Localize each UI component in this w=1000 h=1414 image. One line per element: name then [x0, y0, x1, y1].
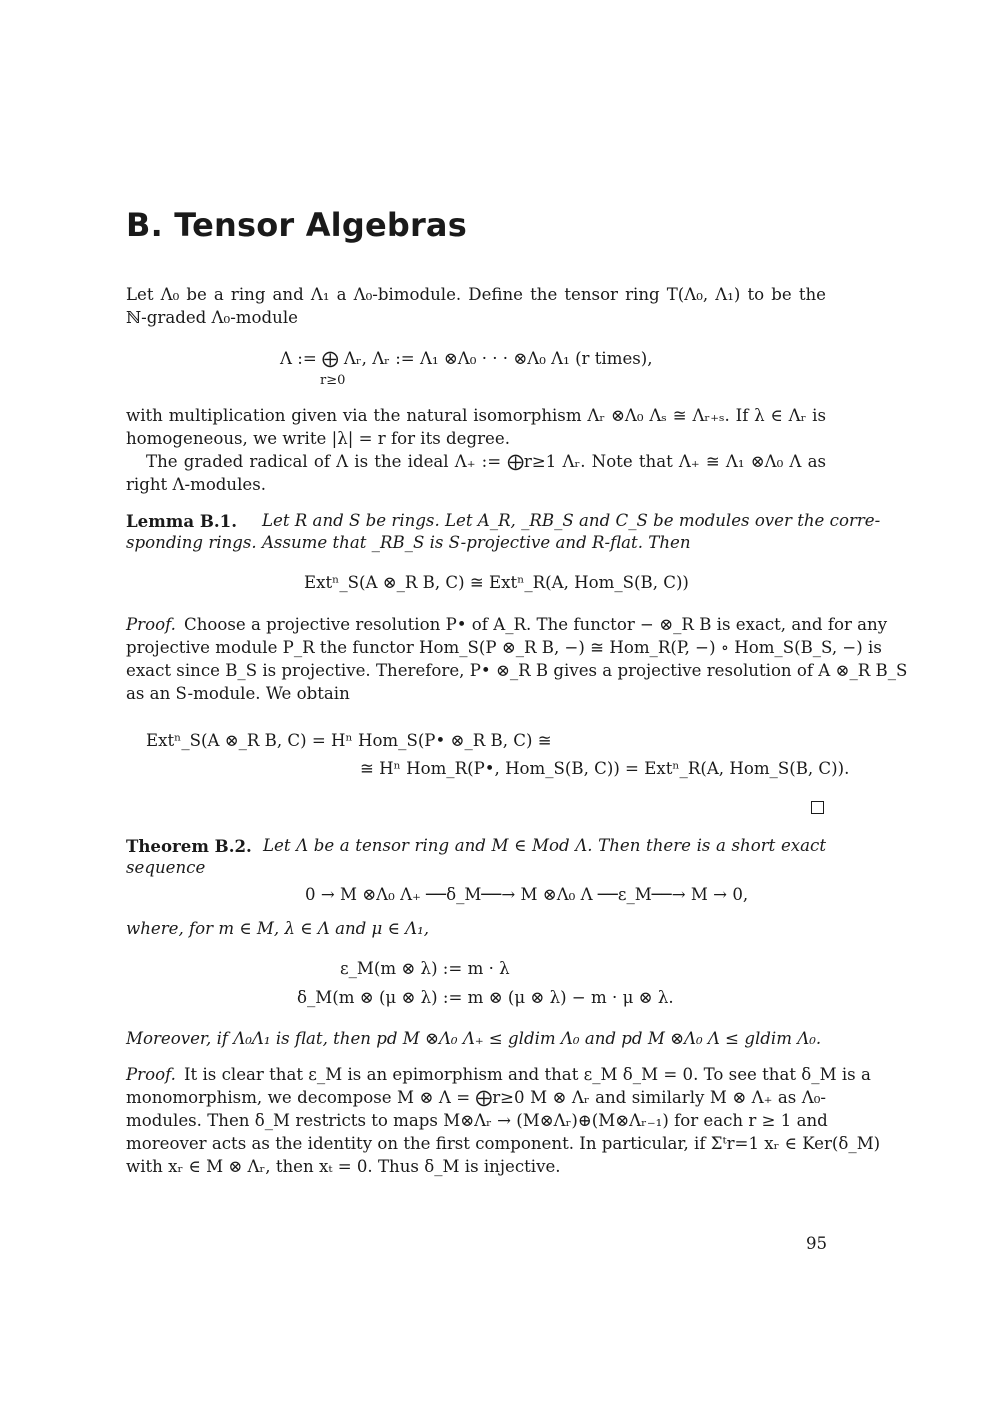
page-number: 95 [806, 1234, 828, 1253]
theorem-text: where, for m ∈ M, λ ∈ Λ and μ ∈ Λ₁, [126, 919, 430, 938]
display-equation: Λ := ⨁ Λᵣ, Λᵣ := Λ₁ ⊗Λ₀ · · · ⊗Λ₀ Λ₁ (r times), [280, 349, 653, 368]
theorem-label [126, 835, 252, 858]
proof-text: modules. Then δ_M restricts to maps M⊗Λᵣ → (M⊗Λᵣ)⊕(M⊗Λᵣ₋₁) for each r ≥ 1 and [126, 1111, 828, 1130]
lemma-text: sponding rings. Assume that _RB_S is S-projective and R-flat. Then [126, 533, 691, 552]
paragraph-line: The graded radical of Λ is the ideal Λ₊ := ⨁r≥1 Λᵣ. Note that Λ₊ ≅ Λ₁ ⊗Λ₀ Λ as [146, 452, 826, 471]
paragraph-line: ℕ-graded Λ₀-module [126, 308, 298, 327]
theorem-text: Moreover, if Λ₀Λ₁ is flat, then pd M ⊗Λ₀ Λ₊ ≤ gldim Λ₀ and pd M ⊗Λ₀ Λ ≤ gldim Λ₀. [126, 1029, 822, 1048]
proof-equation-line: ≅ Hⁿ Hom_R(P•, Hom_S(B, C)) = Extⁿ_R(A, Hom_S(B, C)). [360, 759, 850, 778]
proof-equation-line: Extⁿ_S(A ⊗_R B, C) = Hⁿ Hom_S(P• ⊗_R B, C) ≅ [146, 731, 552, 750]
paragraph-line: right Λ-modules. [126, 475, 267, 494]
lemma-label [126, 510, 237, 533]
chapter-title: B. Tensor Algebras [126, 206, 467, 244]
exact-sequence: 0 → M ⊗Λ₀ Λ₊ ──δ_M──→ M ⊗Λ₀ Λ ──ε_M──→ M → 0, [305, 885, 749, 904]
paragraph-line: Let Λ₀ be a ring and Λ₁ a Λ₀-bimodule. Define the tensor ring T(Λ₀, Λ₁) to be the [126, 285, 826, 304]
proof-text: exact since B_S is projective. Therefore, P• ⊗_R B gives a projective resolution of A ⊗_R B_S [126, 661, 908, 680]
lemma-text: Let R and S be rings. Let A_R, _RB_S and C_S be modules over the corre- [262, 511, 881, 530]
proof-label: Proof. [126, 615, 176, 634]
lemma-label-text: Lemma B.1. [126, 511, 237, 531]
theorem-text: Let Λ be a tensor ring and M ∈ Mod Λ. Then there is a short exact [263, 836, 826, 855]
proof-text: It is clear that ε_M is an epimorphism and that ε_M δ_M = 0. To see that δ_M is a [184, 1065, 871, 1084]
paragraph-line: with multiplication given via the natural isomorphism Λᵣ ⊗Λ₀ Λₛ ≅ Λᵣ₊ₛ. If λ ∈ Λᵣ is [126, 406, 826, 425]
proof-text: monomorphism, we decompose M ⊗ Λ = ⨁r≥0 M ⊗ Λᵣ and similarly M ⊗ Λ₊ as Λ₀- [126, 1088, 826, 1107]
proof-text: as an S-module. We obtain [126, 684, 350, 703]
theorem-text: sequence [126, 858, 206, 877]
proof-text: moreover acts as the identity on the first component. In particular, if Σᵗr=1 xᵣ ∈ Ker(δ_M) [126, 1134, 881, 1153]
proof-label: Proof. [126, 1065, 176, 1084]
theorem-label-text: Theorem B.2. [126, 836, 252, 856]
equation-subscript: r≥0 [320, 373, 346, 388]
definition-equation: ε_M(m ⊗ λ) := m · λ [340, 959, 510, 978]
qed-box-icon [811, 801, 824, 814]
proof-text: with xᵣ ∈ M ⊗ Λᵣ, then xₜ = 0. Thus δ_M is injective. [126, 1157, 561, 1176]
proof-text: Choose a projective resolution P• of A_R. The functor − ⊗_R B is exact, and for any [184, 615, 888, 634]
paragraph-line: homogeneous, we write |λ| = r for its degree. [126, 429, 510, 448]
lemma-equation: Extⁿ_S(A ⊗_R B, C) ≅ Extⁿ_R(A, Hom_S(B, C)) [304, 573, 689, 592]
definition-equation: δ_M(m ⊗ (μ ⊗ λ) := m ⊗ (μ ⊗ λ) − m · μ ⊗ λ. [297, 988, 674, 1007]
proof-text: projective module P_R the functor Hom_S(P ⊗_R B, −) ≅ Hom_R(P, −) ∘ Hom_S(B_S, −) is [126, 638, 882, 657]
